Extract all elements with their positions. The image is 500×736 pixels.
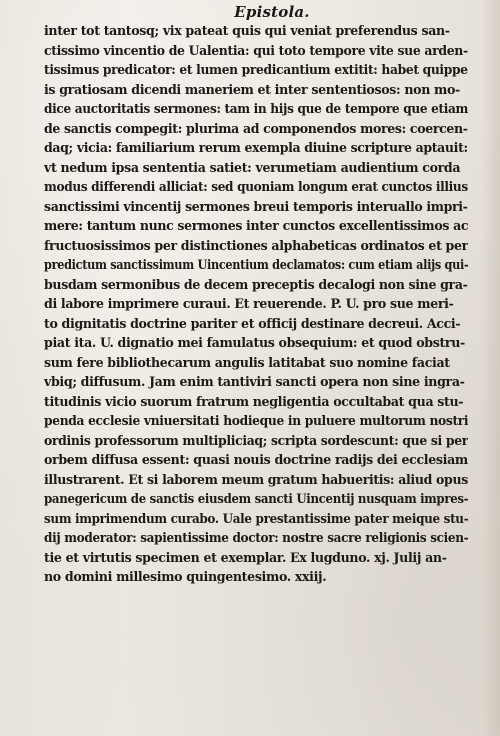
text-line-21: penda ecclesie vniuersitati hodieque in puluere multorum nostri	[44, 413, 468, 428]
text-line-14: busdam sermonibus de decem preceptis decalogi non sine gra-	[44, 276, 468, 292]
text-line-11: mere: tantum nunc sermones inter cunctos excellentissimos ac	[44, 218, 468, 233]
text-line-26: sum imprimendum curabo. Uale prestantissime pater meique stu-	[44, 510, 468, 526]
text-line-12: fructuosissimos per distinctiones alphabeticas ordinatos et per	[44, 237, 468, 253]
text-line-5: dice auctoritatis sermones: tam in hijs que de tempore que etiam	[44, 101, 468, 116]
page-edge-shadow	[482, 0, 500, 736]
text-line-23: orbem diffusa essent: quasi nouis doctrine radijs dei ecclesiam	[44, 452, 468, 467]
text-line-8: vt nedum ipsa sententia satiet: verumetiam audientium corda	[44, 159, 461, 175]
text-line-20: titudinis vicio suorum fratrum negligentia occultabat qua stu-	[44, 393, 464, 409]
text-line-24: illustrarent. Et si laborem meum gratum habueritis: aliud opus	[44, 471, 468, 487]
header-title: Epistola.	[234, 3, 310, 21]
text-line-6: de sanctis compegit: plurima ad componendos mores: coercen-	[44, 120, 468, 136]
text-line-2: ctissimo vincentio de Ualentia: qui toto tempore vite sue arden-	[44, 42, 468, 58]
text-line-10: sanctissimi vincentij sermones breui temporis interuallo impri-	[44, 198, 468, 214]
text-line-9: modus differendi alliciat: sed quoniam longum erat cunctos illius	[44, 179, 468, 194]
text-line-22: ordinis professorum multipliciaq; scripta sordescunt: que si per	[44, 432, 468, 448]
text-line-13: predictum sanctissimum Uincentium declamatos: cum etiam alijs qui-	[44, 257, 468, 272]
text-line-19: vbiq; diffusum. Jam enim tantiviri sancti opera non sine ingra-	[44, 374, 465, 389]
text-line-4: is gratiosam dicendi maneriem et inter sententiosos: non mo-	[44, 81, 460, 97]
text-line-15: di labore imprimere curaui. Et reuerende. P. U. pro sue meri-	[44, 296, 454, 311]
text-line-25: panegericum de sanctis eiusdem sancti Uincentij nusquam impres-	[44, 491, 468, 506]
text-line-17: piat ita. U. dignatio mei famulatus obsequium: et quod obstru-	[44, 335, 465, 350]
text-line-3: tissimus predicator: et lumen predicantium extitit: habet quippe	[44, 62, 468, 77]
text-line-27: dij moderator: sapientissime doctor: nostre sacre religionis scien-	[44, 530, 468, 545]
text-line-1: inter tot tantosq; vix pateat quis qui veniat preferendus san-	[44, 23, 450, 38]
text-line-28: tie et virtutis specimen et exemplar. Ex lugduno. xj. Julij an-	[44, 549, 447, 565]
page-header	[0, 3, 500, 21]
letter-body	[44, 21, 468, 587]
text-line-18: sum fere bibliothecarum angulis latitabat suo nomine faciat	[44, 354, 450, 370]
text-line-7: daq; vicia: familiarium rerum exempla diuine scripture aptauit:	[44, 140, 468, 155]
text-line-29: no domini millesimo quingentesimo. xxiij.	[44, 569, 327, 584]
text-line-16: to dignitatis doctrine pariter et officij destinare decreui. Acci-	[44, 315, 461, 331]
